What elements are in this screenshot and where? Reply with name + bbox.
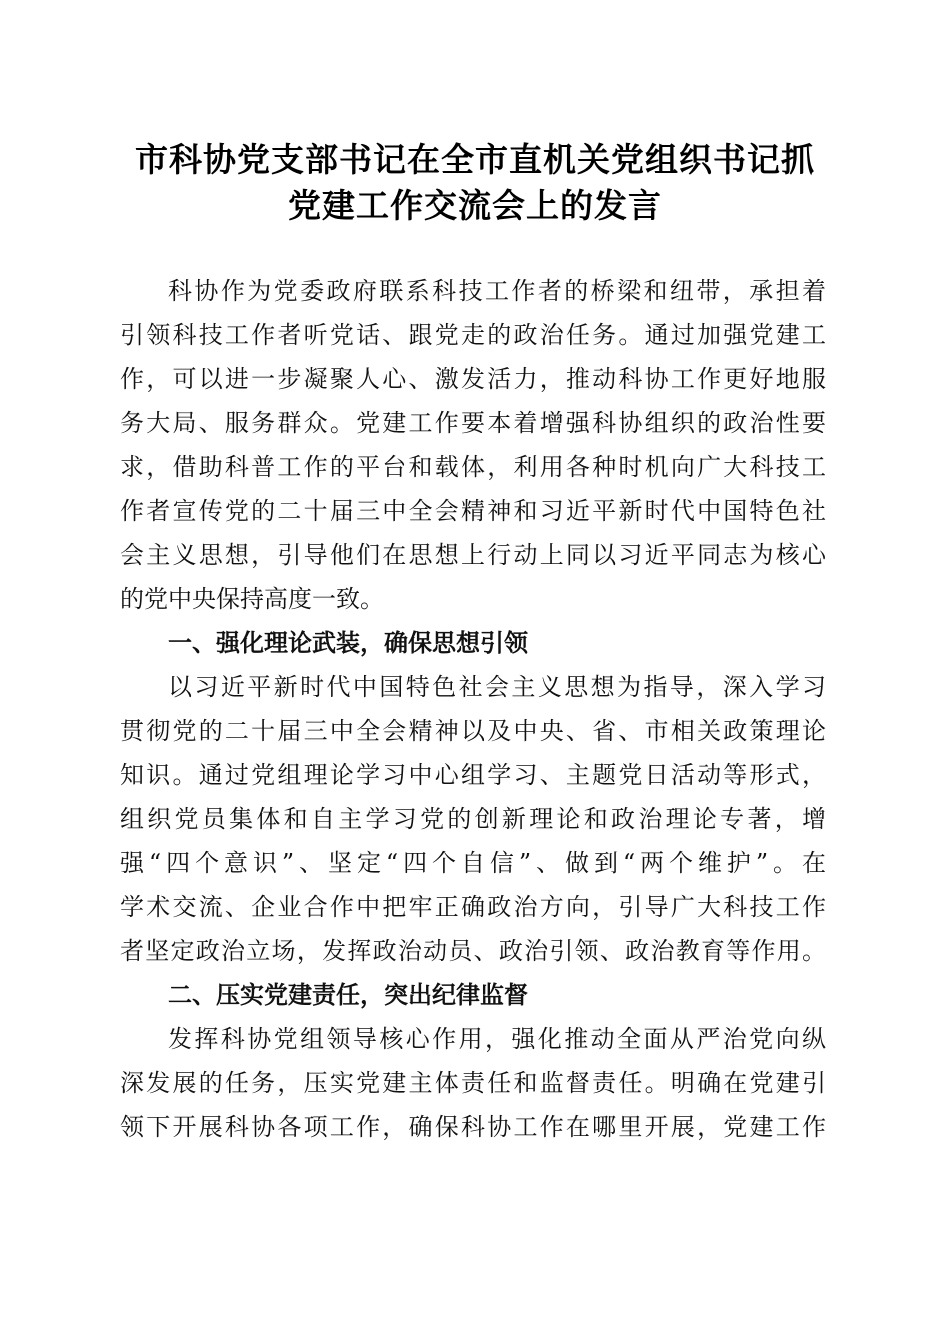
- intro-paragraph-line: 作，可以进一步凝聚人心、激发活力，推动科协工作更好地服: [120, 365, 826, 393]
- intro-paragraph-line: 的党中央保持高度一致。: [120, 585, 384, 613]
- document-title-line-2: 党建工作交流会上的发言: [288, 186, 662, 225]
- intro-paragraph-line: 会主义思想，引导他们在思想上行动上同以习近平同志为核心: [120, 541, 826, 569]
- section-heading-2: 二、压实党建责任，突出纪律监督: [168, 981, 528, 1009]
- section-2-line: 领下开展科协各项工作，确保科协工作在哪里开展，党建工作: [120, 1113, 826, 1141]
- section-1-line: 知识。通过党组理论学习中心组学习、主题党日活动等形式，: [120, 761, 826, 789]
- section-1-line: 学术交流、企业合作中把牢正确政治方向，引导广大科技工作: [120, 893, 826, 921]
- section-1-line: 强“四个意识”、坚定“四个自信”、做到“两个维护”。在: [120, 849, 826, 877]
- section-1-line: 者坚定政治立场，发挥政治动员、政治引领、政治教育等作用。: [120, 937, 826, 965]
- intro-paragraph-line: 求，借助科普工作的平台和载体，利用各种时机向广大科技工: [120, 453, 826, 481]
- section-heading-1: 一、强化理论武装，确保思想引领: [168, 629, 528, 657]
- section-1-line: 贯彻党的二十届三中全会精神以及中央、省、市相关政策理论: [120, 717, 826, 745]
- section-1-line: 组织党员集体和自主学习党的创新理论和政治理论专著，增: [120, 805, 826, 833]
- intro-paragraph-line: 务大局、服务群众。党建工作要本着增强科协组织的政治性要: [120, 409, 826, 437]
- section-1-line: 以习近平新时代中国特色社会主义思想为指导，深入学习: [168, 673, 826, 701]
- document-title-line-1: 市科协党支部书记在全市直机关党组织书记抓: [135, 140, 815, 179]
- intro-paragraph-line: 引领科技工作者听党话、跟党走的政治任务。通过加强党建工: [120, 321, 826, 349]
- section-2-line: 发挥科协党组领导核心作用，强化推动全面从严治党向纵: [168, 1025, 826, 1053]
- section-2-line: 深发展的任务，压实党建主体责任和监督责任。明确在党建引: [120, 1069, 826, 1097]
- intro-paragraph-line: 作者宣传党的二十届三中全会精神和习近平新时代中国特色社: [120, 497, 826, 525]
- intro-paragraph-line: 科协作为党委政府联系科技工作者的桥梁和纽带，承担着: [168, 277, 826, 305]
